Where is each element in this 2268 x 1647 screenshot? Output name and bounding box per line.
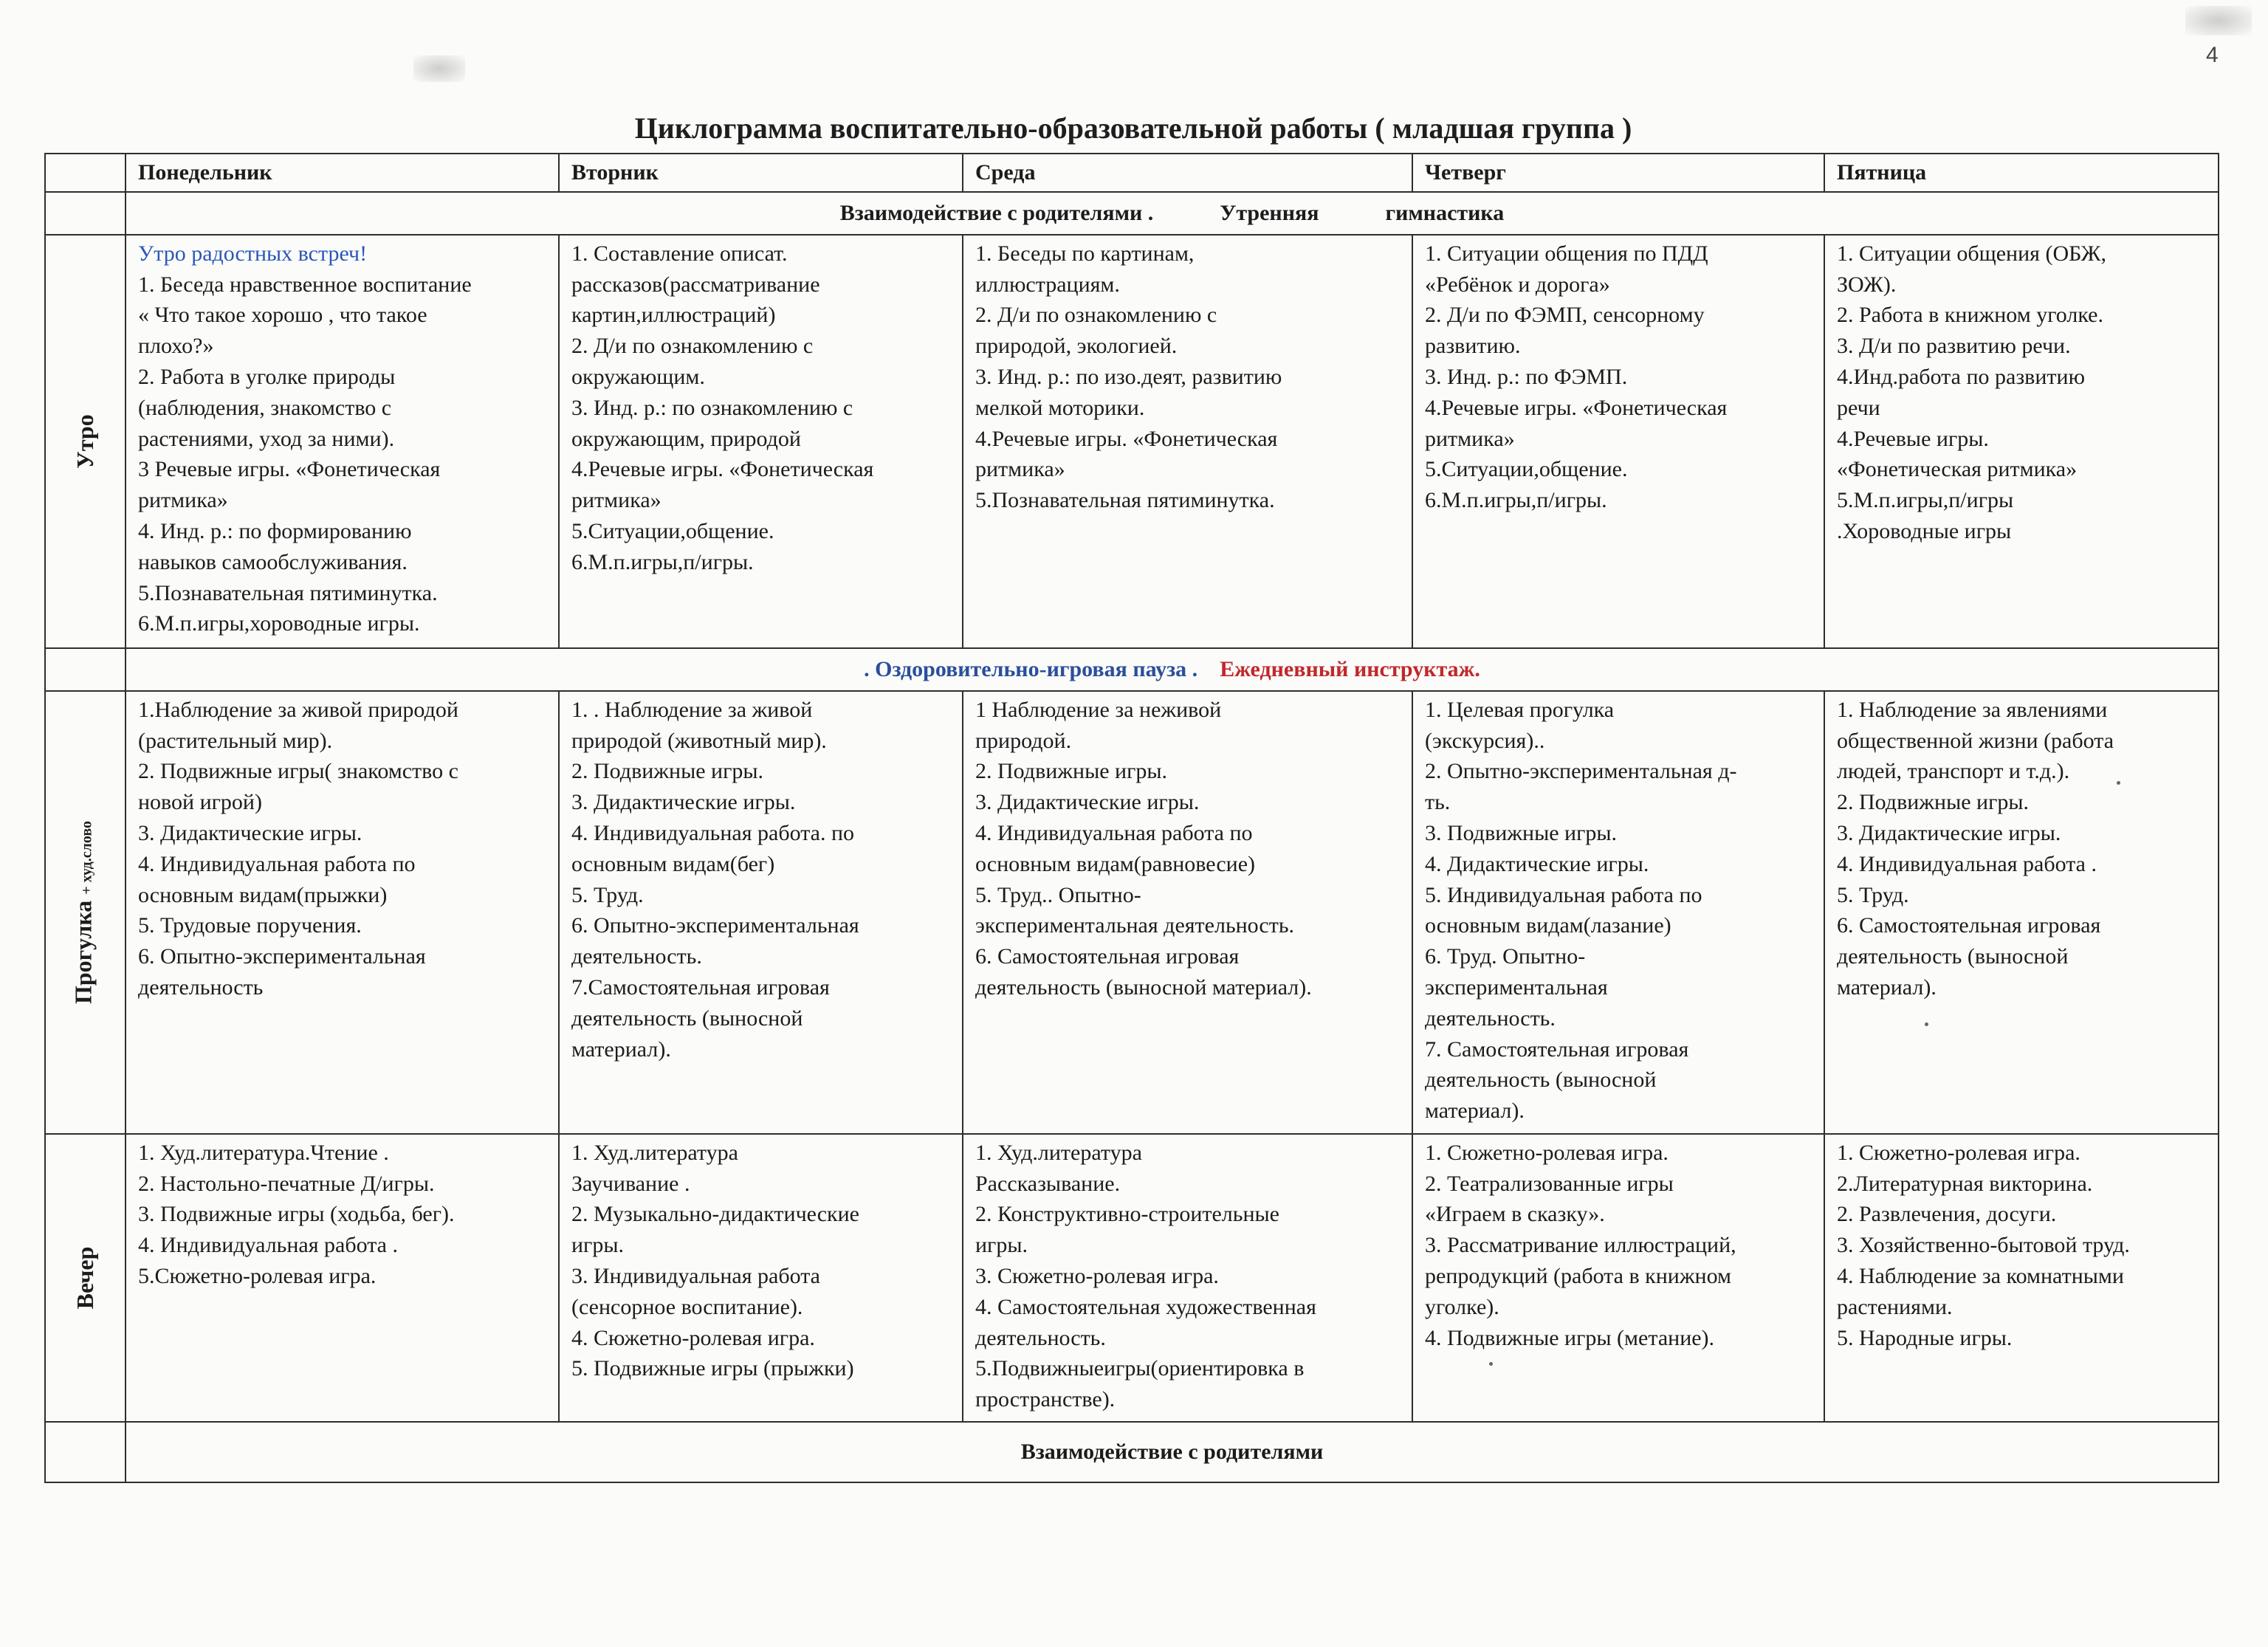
header-day: Среда (963, 154, 1412, 192)
cell-line: 2. Конструктивно-строительные (975, 1202, 1279, 1227)
section-label-text: Утро (71, 414, 98, 469)
cell-line: 4. Индивидуальная работа по (975, 820, 1253, 845)
header-corner (45, 154, 126, 192)
cell-line: 5. Труд. (1837, 882, 1909, 907)
cell-line: ритмика» (1425, 426, 1515, 451)
cell-line: 2. Подвижные игры. (975, 759, 1168, 784)
scan-smudge (413, 55, 465, 82)
cell-line: 4. Сюжетно-ролевая игра. (571, 1325, 815, 1350)
cell-line: (экскурсия).. (1425, 728, 1545, 753)
cell-line: 5. Трудовые поручения. (138, 913, 362, 938)
band-text-blue: . Оздоровительно-игровая пауза . (864, 656, 1198, 681)
cell-line: ЗОЖ). (1837, 272, 1897, 297)
cell-line: ть. (1425, 790, 1451, 815)
section-label-walk (45, 691, 126, 1134)
cell-line: 5. Народные игры. (1837, 1325, 2013, 1350)
cell-line: 1. Сюжетно-ролевая игра. (1837, 1140, 2080, 1165)
scan-smudge (2185, 6, 2252, 35)
cell-line: людей, транспорт и т.д.). (1837, 759, 2070, 784)
cell-line: 2. Развлечения, досуги. (1837, 1202, 2057, 1227)
cell-line: 5.Сюжетно-ролевая игра. (138, 1263, 377, 1288)
cell-line: 4. Индивидуальная работа . (138, 1233, 399, 1258)
cell-line: 1.Наблюдение за живой природой (138, 697, 458, 722)
cell-line: 1. Наблюдение за явлениями (1837, 697, 2108, 722)
cell-line: окружающим. (571, 364, 705, 389)
cell-line: деятельность (выносной (1425, 1067, 1657, 1093)
schedule-cell (126, 1134, 559, 1422)
cell-line: 3. Сюжетно-ролевая игра. (975, 1263, 1219, 1288)
cell-line: растениями, уход за ними). (138, 426, 395, 451)
cell-line: речи (1837, 395, 1880, 420)
cell-line: 2. Д/и по ФЭМП, сенсорному (1425, 303, 1705, 328)
cell-line: 1. Беседы по картинам, (975, 241, 1195, 266)
cell-line: 3 Речевые игры. «Фонетическая (138, 457, 441, 482)
cell-line: 1. Ситуации общения по ПДД (1425, 241, 1708, 266)
cell-line: .Хороводные игры (1837, 518, 2012, 543)
band-text-red: Ежедневный инструктаж. (1220, 656, 1480, 681)
cell-line: 5. Труд. (571, 882, 644, 907)
scan-speck (1925, 1022, 1928, 1026)
cell-line: 4.Инд.работа по развитию (1837, 364, 2085, 389)
band-text: Утренняя (1220, 200, 1319, 225)
cell-line: 2. Опытно-экспериментальная д- (1425, 759, 1737, 784)
cell-line: природой (животный мир). (571, 728, 827, 753)
section-row-evening (45, 1134, 2219, 1422)
cell-line: иллюстрациям. (975, 272, 1120, 297)
page-title: Циклограмма воспитательно-образовательной работы ( младшая группа ) (634, 111, 1632, 145)
cell-line: 3. Дидактические игры. (138, 820, 362, 845)
cell-line: развитию. (1425, 334, 1521, 359)
band-text: Взаимодействие с родителями . (839, 200, 1154, 225)
cell-line: 3. Инд. р.: по ознакомлению с (571, 395, 853, 420)
band-corner (45, 192, 126, 235)
cell-line: 6. Самостоятельная игровая (975, 944, 1240, 969)
cell-line: 6. Опытно-экспериментальная (571, 913, 859, 938)
schedule-cell (126, 235, 559, 648)
cell-line: «Фонетическая ритмика» (1837, 457, 2078, 482)
cell-line: 1. Худ.литература.Чтение . (138, 1140, 389, 1165)
cell-line: 3. Дидактические игры. (571, 790, 796, 815)
schedule-cell (1824, 1134, 2219, 1422)
cell-line: Заучивание . (571, 1171, 690, 1196)
cell-line: 6.М.п.игры,хороводные игры. (138, 611, 420, 636)
cell-line: 5.Ситуации,общение. (1425, 457, 1628, 482)
cell-line: 6.М.п.игры,п/игры. (1425, 488, 1607, 513)
cell-line: 2. Подвижные игры. (1837, 790, 2030, 815)
section-label-text: Вечер (71, 1246, 98, 1310)
cell-line: 1. Ситуации общения (ОБЖ, (1837, 241, 2106, 266)
cell-line: 4. Дидактические игры. (1425, 851, 1649, 876)
cell-line: (наблюдения, знакомство с (138, 395, 392, 420)
cell-line: игры. (975, 1233, 1028, 1258)
section-label-morning (45, 235, 126, 648)
cell-line: 3. Индивидуальная работа (571, 1263, 821, 1288)
cell-line: 2. Работа в книжном уголке. (1837, 303, 2103, 328)
cell-line: материал). (571, 1036, 671, 1062)
cell-line: 3. Рассматривание иллюстраций, (1425, 1233, 1736, 1258)
schedule-cell (963, 235, 1412, 648)
cell-line: экспериментальная деятельность. (975, 913, 1295, 938)
cell-line: 3. Инд. р.: по ФЭМП. (1425, 364, 1628, 389)
cell-line: 4.Речевые игры. (1837, 426, 1989, 451)
cell-line: 2.Литературная викторина. (1837, 1171, 2093, 1196)
section-row-walk (45, 691, 2219, 1134)
cell-line: плохо?» (138, 334, 214, 359)
schedule-cell (1412, 691, 1824, 1134)
schedule-cell (559, 235, 963, 648)
cell-line: 4. Самостоятельная художественная (975, 1294, 1316, 1319)
cell-line: 2. Работа в уголке природы (138, 364, 396, 389)
cell-line: окружающим, природой (571, 426, 801, 451)
cell-line: основным видам(бег) (571, 851, 775, 876)
cell-line: мелкой моторики. (975, 395, 1145, 420)
section-label-main: Прогулка (69, 900, 97, 1004)
cell-line: 2. Настольно-печатные Д/игры. (138, 1171, 435, 1196)
schedule-cell (963, 691, 1412, 1134)
cell-line: 1. Беседа нравственное воспитание (138, 272, 472, 297)
cell-line: 4.Речевые игры. «Фонетическая (975, 426, 1278, 451)
greeting-line: Утро радостных встреч! (138, 241, 368, 266)
cell-line: 3. Дидактические игры. (975, 790, 1200, 815)
cell-line: растениями. (1837, 1294, 1953, 1319)
cell-line: экспериментальная (1425, 974, 1608, 1000)
cell-line: 3. Дидактические игры. (1837, 820, 2061, 845)
cell-line: деятельность (выносной материал). (975, 974, 1312, 1000)
cell-line: 2. Театрализованные игры (1425, 1171, 1674, 1196)
cell-line: 5. Труд.. Опытно- (975, 882, 1141, 907)
cell-line: 6.М.п.игры,п/игры. (571, 549, 754, 574)
cell-line: 4. Индивидуальная работа. по (571, 820, 855, 845)
cell-line: 2. Музыкально-дидактические (571, 1202, 859, 1227)
section-label-evening (45, 1134, 126, 1422)
schedule-cell (1824, 691, 2219, 1134)
cell-line: 3. Инд. р.: по изо.деят, развитию (975, 364, 1282, 389)
cell-line: 7. Самостоятельная игровая (1425, 1036, 1689, 1062)
cell-line: Рассказывание. (975, 1171, 1121, 1196)
cell-line: 6. Самостоятельная игровая (1837, 913, 2101, 938)
band-parents-evening-cell: Взаимодействие с родителями (126, 1422, 2219, 1482)
header-day: Понедельник (126, 154, 559, 192)
cell-line: пространстве). (975, 1387, 1116, 1412)
schedule-cell (963, 1134, 1412, 1422)
cell-line: 3. Д/и по развитию речи. (1837, 334, 2071, 359)
cyclogram-table (44, 153, 2219, 1483)
cell-line: рассказов(рассматривание (571, 272, 820, 297)
cell-line: 4. Инд. р.: по формированию (138, 518, 412, 543)
cell-line: 6. Опытно-экспериментальная (138, 944, 426, 969)
cell-line: 4. Индивидуальная работа по (138, 851, 416, 876)
cell-line: природой. (975, 728, 1072, 753)
cell-line: ритмика» (571, 488, 662, 513)
cell-line: деятельность. (975, 1325, 1106, 1350)
schedule-cell (1412, 1134, 1824, 1422)
cell-line: 5.Познавательная пятиминутка. (975, 488, 1275, 513)
cell-line: деятельность (выносной (571, 1005, 803, 1031)
cell-line: 5.Познавательная пятиминутка. (138, 580, 438, 605)
header-row (45, 154, 2219, 192)
cell-line: 1. Сюжетно-ролевая игра. (1425, 1140, 1669, 1165)
cell-line: 1 Наблюдение за неживой (975, 697, 1222, 722)
cell-line: (сенсорное воспитание). (571, 1294, 803, 1319)
band-corner (45, 1422, 126, 1482)
section-label-small: + худ.слово (78, 820, 95, 895)
cell-line: природой, экологией. (975, 334, 1178, 359)
band-text: гимнастика (1385, 200, 1505, 225)
cell-line: общественной жизни (работа (1837, 728, 2114, 753)
cell-line: деятельность. (1425, 1005, 1556, 1031)
header-day: Пятница (1824, 154, 2219, 192)
cell-line: (растительный мир). (138, 728, 333, 753)
cell-line: 5.Ситуации,общение. (571, 518, 774, 543)
cell-line: 5. Подвижные игры (прыжки) (571, 1356, 854, 1381)
cell-line: «Играем в сказку». (1425, 1202, 1605, 1227)
cell-line: 3. Хозяйственно-бытовой труд. (1837, 1233, 2130, 1258)
cell-line: 2. Д/и по ознакомлению с (975, 303, 1217, 328)
cell-line: 1. Худ.литература (975, 1140, 1142, 1165)
cell-line: 2. Подвижные игры. (571, 759, 764, 784)
cell-line: 1. Худ.литература (571, 1140, 738, 1165)
schedule-cell (1412, 235, 1824, 648)
cell-line: 1. Целевая прогулка (1425, 697, 1615, 722)
cell-line: 1. Составление описат. (571, 241, 788, 266)
cell-line: новой игрой) (138, 790, 262, 815)
cell-line: деятельность. (571, 944, 702, 969)
cell-line: игры. (571, 1233, 625, 1258)
cell-line: 5.Подвижныеигры(ориентировка в (975, 1356, 1305, 1381)
cell-line: 7.Самостоятельная игровая (571, 974, 830, 1000)
cell-line: 5.М.п.игры,п/игры (1837, 488, 2014, 513)
schedule-cell (559, 691, 963, 1134)
cell-line: 4. Индивидуальная работа . (1837, 851, 2097, 876)
schedule-cell (1824, 235, 2219, 648)
cell-line: 3. Подвижные игры (ходьба, бег). (138, 1202, 455, 1227)
cell-line: 3. Подвижные игры. (1425, 820, 1618, 845)
cell-line: уголке). (1425, 1294, 1499, 1319)
cell-line: основным видам(прыжки) (138, 882, 388, 907)
cell-line: материал). (1425, 1098, 1525, 1124)
band-parents-morning (45, 192, 2219, 235)
cell-line: деятельность (138, 974, 264, 1000)
cell-line: 5. Индивидуальная работа по (1425, 882, 1702, 907)
section-label-text (68, 821, 103, 1004)
header-day: Четверг (1412, 154, 1824, 192)
cell-line: навыков самообслуживания. (138, 549, 408, 574)
cell-line: 2. Д/и по ознакомлению с (571, 334, 814, 359)
schedule-cell (559, 1134, 963, 1422)
section-row-morning (45, 235, 2219, 648)
band-corner (45, 648, 126, 691)
cell-line: репродукций (работа в книжном (1425, 1263, 1732, 1288)
band-parents-morning-cell (126, 192, 2219, 235)
cell-line: материал). (1837, 974, 1937, 1000)
header-day: Вторник (559, 154, 963, 192)
page-number: 4 (2206, 43, 2219, 67)
band-parents-evening (45, 1422, 2219, 1482)
cell-line: 1. . Наблюдение за живой (571, 697, 813, 722)
band-pause-cell (126, 648, 2219, 691)
cell-line: основным видам(лазание) (1425, 913, 1671, 938)
schedule-cell (126, 691, 559, 1134)
cell-line: 2. Подвижные игры( знакомство с (138, 759, 458, 784)
scan-speck (1489, 1362, 1493, 1366)
cell-line: 4. Наблюдение за комнатными (1837, 1263, 2124, 1288)
cell-line: ритмика» (975, 457, 1065, 482)
cell-line: «Ребёнок и дорога» (1425, 272, 1610, 297)
cell-line: « Что такое хорошо , что такое (138, 303, 427, 328)
cell-line: 4.Речевые игры. «Фонетическая (1425, 395, 1728, 420)
cell-line: картин,иллюстраций) (571, 303, 776, 328)
cell-line: 6. Труд. Опытно- (1425, 944, 1586, 969)
cell-line: деятельность (выносной (1837, 944, 2069, 969)
scan-speck (2117, 781, 2120, 785)
cell-line: 4.Речевые игры. «Фонетическая (571, 457, 874, 482)
cell-line: основным видам(равновесие) (975, 851, 1256, 876)
cell-line: ритмика» (138, 488, 228, 513)
band-pause (45, 648, 2219, 691)
cell-line: 4. Подвижные игры (метание). (1425, 1325, 1715, 1350)
